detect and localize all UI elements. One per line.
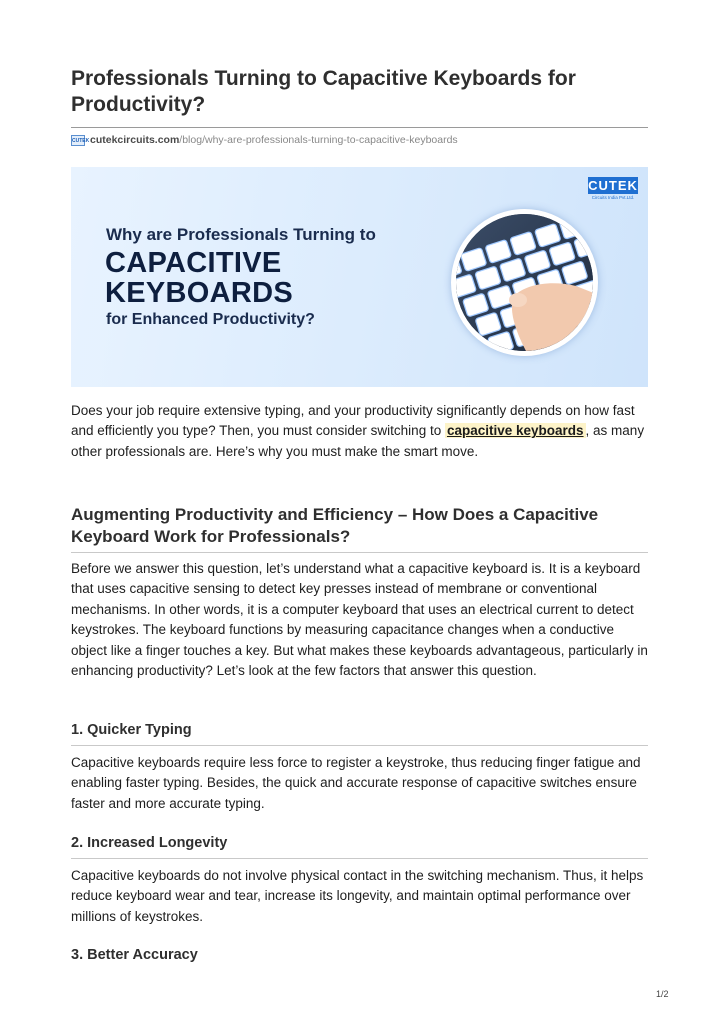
banner-headline-line3: KEYBOARDS (105, 277, 293, 309)
source-path: /blog/why-are-professionals-turning-to-capacitive-keyboards (179, 134, 458, 146)
intro-paragraph (71, 401, 648, 462)
keyboard-photo (451, 209, 598, 356)
capacitive-keyboards-link[interactable]: capacitive keyboards (446, 423, 584, 439)
logo-wordmark: CUTEK (588, 178, 638, 193)
title-divider (71, 127, 648, 128)
cutek-logo (588, 177, 638, 200)
subsection-divider (71, 745, 648, 746)
subsection-heading-increased-longevity: 2. Increased Longevity (71, 835, 228, 851)
intro-text-before-link: Does your job require extensive typing, and your productivity significantly depends on how fast and efficiently you type? Then, you must consider switching to (71, 403, 635, 439)
banner-headline-line1: Why are Professionals Turning to (106, 225, 376, 244)
section-heading: Augmenting Productivity and Efficiency – How Does a Capacitive Keyboard Work for Professionals? (71, 505, 599, 546)
section-divider (71, 552, 648, 553)
banner-headline-line4: for Enhanced Productivity? (106, 311, 315, 328)
section-paragraph: Before we answer this question, let’s understand what a capacitive keyboard is. It is a keyboard that uses capacitive sensing to detect key presses instead of membrane or conventional mechanisms. In other words, it is a computer keyboard that uses an electrical current to detect keystrokes. The keyboard functions by measuring capacitance changes when a conductive object like a finger touches a key. But what makes these keyboards advantageous, particularly in enhancing productivity? Let’s look at the few factors that answer this question. (71, 561, 648, 679)
subsection-paragraph-quicker-typing: Capacitive keyboards require less force to register a keystroke, thus reducing finger fatigue and enabling faster typing. Besides, the quick and accurate response of capacitive switches ensure faster and more accurate typing. (71, 755, 641, 811)
subsection-heading-quicker-typing: 1. Quicker Typing (71, 722, 192, 738)
banner-headline-line2: CAPACITIVE (105, 247, 282, 279)
source-link[interactable] (71, 133, 458, 147)
hero-banner-image (71, 167, 648, 387)
page-number: 1/2 (656, 989, 669, 999)
source-domain: cutekcircuits.com (90, 134, 180, 146)
article-title: Professionals Turning to Capacitive Keyboards for Productivity? (71, 67, 576, 116)
logo-subtext: Circuits India Pvt.Ltd. (591, 195, 635, 200)
intro-text-after-link: , as many other professionals are. Here’s why you must make the smart move. (71, 423, 645, 459)
subsection-paragraph-increased-longevity: Capacitive keyboards do not involve physical contact in the switching mechanism. Thus, it helps reduce keyboard wear and tear, increase its longevity, and maintain optimal performance over millions of keystrokes. (71, 868, 644, 924)
site-favicon-icon: CUTEK (71, 135, 85, 146)
keyboard-illustration-icon (456, 214, 593, 351)
subsection-divider (71, 858, 648, 859)
subsection-heading-better-accuracy: 3. Better Accuracy (71, 947, 198, 963)
